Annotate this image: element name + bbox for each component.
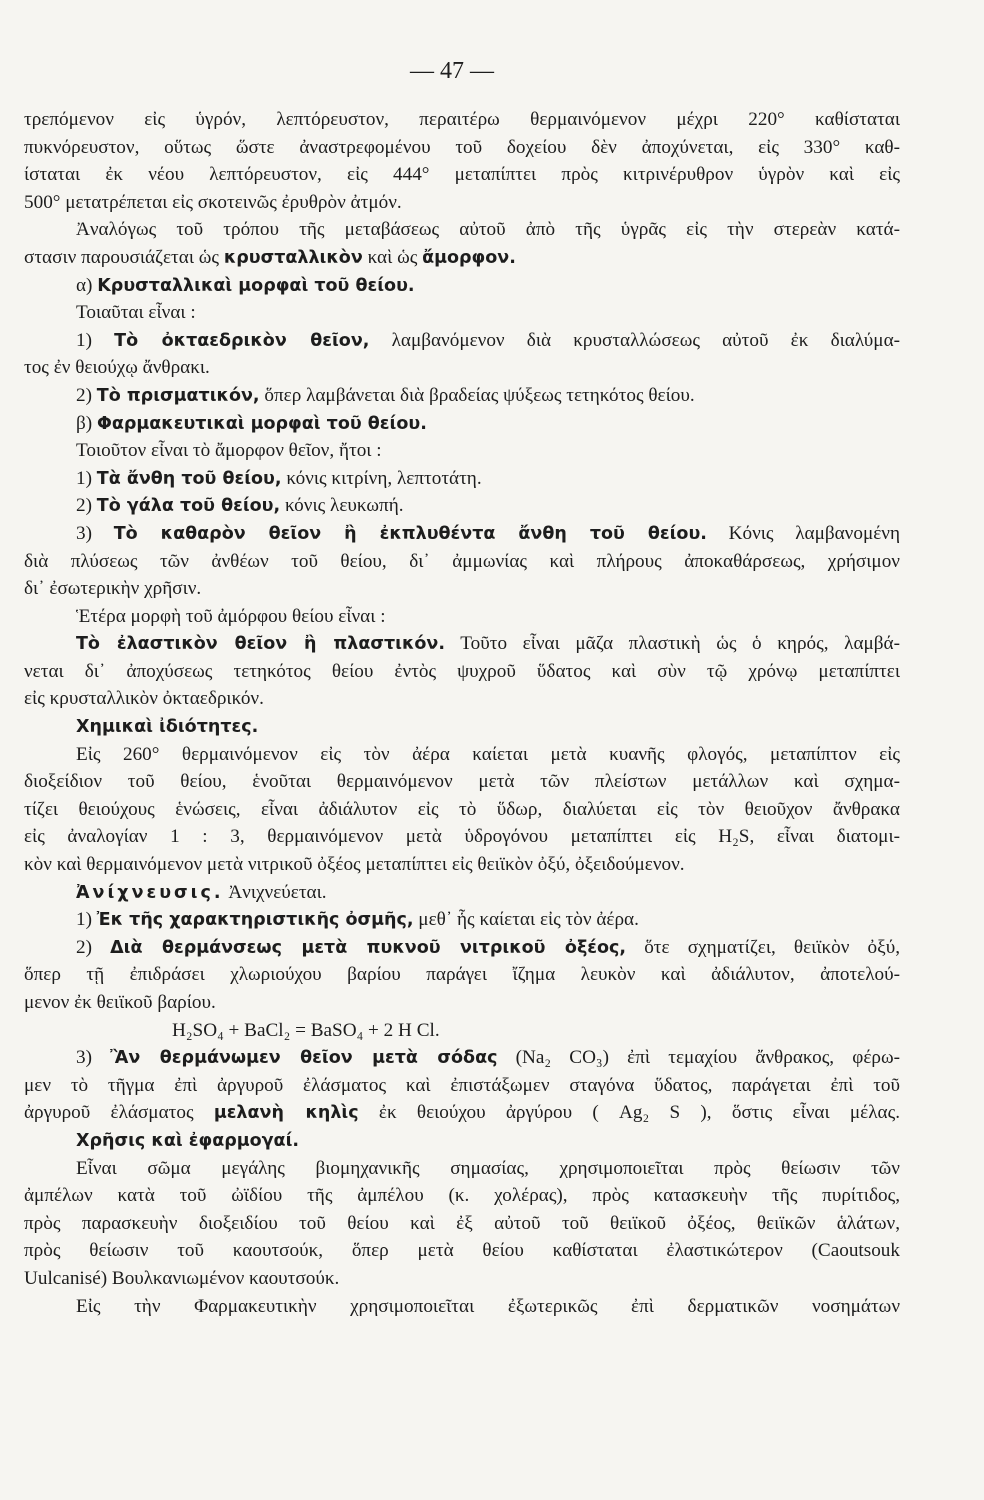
- text-run: Τοῦτο εἶναι μᾶζα πλαστικὴ ὡς ὁ κηρός, λαμβά-: [444, 633, 900, 655]
- text-run: ὅπερ λαμβάνεται διὰ βραδείας ψύξεως τετηκότος θείου.: [259, 384, 695, 406]
- bold-term: Τὸ πρισματικόν,: [96, 385, 260, 406]
- text-line: [24, 1072, 900, 1100]
- text-line: [24, 658, 900, 686]
- section-heading: Φαρμακευτικαὶ μορφαὶ τοῦ θείου.: [96, 413, 427, 434]
- text-line: [24, 1237, 900, 1265]
- text-run: ἐκ θειούχου ἀργύρου ( Ag₂ S ), ὅστις εἶναι μέλας.: [358, 1102, 900, 1124]
- bold-term: κρυσταλλικὸν: [223, 247, 363, 268]
- text-line: [24, 299, 900, 327]
- text-line: [24, 603, 900, 631]
- text-run: Ἀνιχνεύεται.: [223, 881, 327, 903]
- text-line: [24, 382, 900, 410]
- text-line: [24, 492, 900, 520]
- text-line: [24, 134, 900, 162]
- text-line: [24, 465, 900, 493]
- text-run: τος ἐν θειούχῳ ἄνθρακι.: [24, 357, 210, 379]
- text-run: (Na₂ CO₃) ἐπὶ τεμαχίου ἄνθρακος, φέρω-: [497, 1047, 901, 1069]
- text-run: κόνις λευκωπή.: [280, 495, 404, 517]
- section-heading: Ἀνίχνευσις.: [76, 882, 224, 903]
- text-run: Εἰς 260° θερμαινόμενον εἰς τὸν ἀέρα καίεται μετὰ κυανῆς φλογός, μεταπίπτον εἰς: [76, 743, 900, 765]
- bold-term: Ἂν θερμάνωμεν θεῖον μετὰ σόδας: [110, 1048, 498, 1069]
- text-run: Τοιαῦται εἶναι :: [76, 302, 196, 324]
- section-heading: Κρυσταλλικαὶ μορφαὶ τοῦ θείου.: [97, 275, 415, 296]
- bold-term: Ἐκ τῆς χαρακτηριστικῆς ὀσμῆς,: [96, 910, 414, 931]
- text-run: Τοιοῦτον εἶναι τὸ ἄμορφον θεῖον, ἤτοι :: [76, 440, 382, 462]
- text-run: 1): [76, 467, 97, 489]
- text-run: μεν τὸ τῆγμα ἐπὶ ἀργυροῦ ἐλάσματος καὶ ἐπιστάξωμεν σταγόνα ὕδατος, παράγεται ἐπὶ τοῦ: [24, 1074, 900, 1096]
- text-run: 3): [76, 522, 114, 544]
- text-line: [24, 548, 900, 576]
- text-run: 2): [76, 495, 97, 517]
- text-run: 2): [76, 936, 111, 958]
- text-run: β): [76, 412, 97, 434]
- text-line: [24, 851, 900, 879]
- text-line: [24, 354, 900, 382]
- text-run: ἀμπέλων κατὰ τοῦ ὠϊδίου τῆς ἀμπέλου (κ. χολέρας), πρὸς κατασκευὴν τῆς πυρίτιδος,: [24, 1185, 900, 1207]
- bold-term: Τὰ ἄνθη τοῦ θείου,: [96, 468, 282, 489]
- text-run: μενον ἐκ θειϊκοῦ βαρίου.: [24, 992, 216, 1013]
- text-line: [24, 272, 900, 300]
- text-run: διοξείδιον τοῦ θείου, ἑνοῦται θερμαινόμενον μετὰ τῶν πλείστων μετάλλων καὶ σχημα-: [24, 771, 900, 793]
- text-line: [24, 879, 900, 907]
- text-run: τίζει θειούχους ἑνώσεις, εἶναι ἀδιάλυτον εἰς τὸ ὕδωρ, διαλύεται εἰς τὸν θειοῦχον ἄνθρακα: [24, 798, 900, 820]
- text-line: [24, 796, 900, 824]
- text-run: πυκνόρευστον, οὕτως ὥστε ἀναστρεφομένου τοῦ δοχείου δὲν ἀποχύνεται, εἰς 330° καθ-: [24, 136, 900, 158]
- bold-term: Τὸ γάλα τοῦ θείου,: [96, 496, 281, 517]
- text-line: [24, 1210, 900, 1238]
- text-run: 1): [76, 909, 97, 931]
- text-line: [24, 1127, 900, 1155]
- text-line: [24, 630, 900, 658]
- text-run: ὅτε σχηματίζει, θειϊκὸν ὀξύ,: [626, 936, 901, 958]
- text-run: Ἀναλόγως τοῦ τρόπου τῆς μεταβάσεως αὐτοῦ ἀπὸ τῆς ὑγρᾶς εἰς τὴν στερεὰν κατά-: [76, 219, 900, 241]
- bold-term: μελανὴ κηλὶς: [213, 1103, 359, 1124]
- text-run: 3): [76, 1047, 111, 1069]
- text-line: [24, 106, 900, 134]
- text-line: [24, 161, 900, 189]
- text-run: ἀργυροῦ ἐλάσματος: [24, 1102, 214, 1124]
- text-run: 500° μετατρέπεται εἰς σκοτεινῶς ἐρυθρὸν ἀτμόν.: [24, 191, 402, 213]
- text-line: [24, 1265, 900, 1293]
- text-run: στασιν παρουσιάζεται ὡς: [24, 246, 224, 268]
- section-heading: Χημικαὶ ἰδιότητες.: [76, 717, 259, 738]
- text-run: 1): [76, 329, 115, 351]
- text-line: [24, 189, 900, 217]
- section-heading: Χρῆσις καὶ ἐφαρμογαί.: [76, 1130, 300, 1151]
- text-line: [24, 520, 900, 548]
- text-run: λαμβανόμενον διὰ κρυσταλλώσεως αὐτοῦ ἐκ διαλύμα-: [369, 329, 901, 351]
- text-line: [24, 575, 900, 603]
- text-line: [24, 437, 900, 465]
- text-run: εἰς ἀναλογίαν 1 : 3, θερμαινόμενον μετὰ ὑδρογόνου μεταπίπτει εἰς H₂S, εἶναι διατομι-: [24, 826, 900, 848]
- text-line: [24, 1155, 900, 1183]
- bold-term: Τὸ ὀκταεδρικὸν θεῖον,: [114, 330, 370, 351]
- text-line: [24, 713, 900, 741]
- text-run: 2): [76, 384, 97, 406]
- text-run: διὰ πλύσεως τῶν ἀνθέων τοῦ θείου, δι᾿ ἀμμωνίας καὶ πλήρους ἀποκαθάρσεως, χρήσιμον: [24, 550, 900, 572]
- text-run: εἰς κρυσταλλικὸν ὀκταεδρικόν.: [24, 688, 264, 710]
- text-run: πρὸς θείωσιν τοῦ καουτσούκ, ὅπερ μετὰ θείου καθίσταται ἐλαστικώτερον (Caoutsouk: [24, 1240, 900, 1262]
- text-line: [24, 410, 900, 438]
- text-line: [24, 216, 900, 244]
- page-number: — 47 —: [410, 58, 494, 84]
- text-line: [24, 823, 900, 851]
- text-line: [24, 1182, 900, 1210]
- text-line: [24, 1293, 900, 1321]
- bold-term: Τὸ ἐλαστικὸν θεῖον ἢ πλαστικόν.: [76, 634, 445, 655]
- text-run: καὶ ὡς: [362, 246, 423, 268]
- text-line: [24, 934, 900, 962]
- text-run: κόνις κιτρίνη, λεπτοτάτη.: [281, 467, 482, 489]
- text-line: [24, 961, 900, 989]
- text-run: νεται δι᾿ ἀποχύσεως τετηκότος θείου ἐντὸς ψυχροῦ ὕδατος καὶ σὺν τῷ χρόνῳ μεταπίπτει: [24, 660, 900, 682]
- text-run: κὸν καὶ θερμαινόμενον μετὰ νιτρικοῦ ὀξέος μεταπίπτει εἰς θειϊκὸν ὀξύ, ὀξειδούμενον.: [24, 854, 685, 876]
- text-run: Εἰς τὴν Φαρμακευτικὴν χρησιμοποιεῖται ἐξωτερικῶς ἐπὶ δερματικῶν νοσημάτων: [76, 1295, 900, 1317]
- bold-term: ἄμορφον.: [422, 247, 516, 268]
- text-run: ίσταται ἐκ νέου λεπτόρευστον, εἰς 444° μεταπίπτει πρὸς κιτρινέρυθρον ὑγρὸν καὶ εἰς: [24, 164, 900, 186]
- text-run: πρὸς παρασκευὴν διοξειδίου τοῦ θείου καὶ ἐξ αὐτοῦ τοῦ θειϊκοῦ ὀξέος, θειϊκῶν ἁλάτων,: [24, 1212, 900, 1234]
- text-run: Εἶναι σῶμα μεγάλης βιομηχανικῆς σημασίας, χρησιμοποιεῖται πρὸς θείωσιν τῶν: [76, 1157, 900, 1179]
- text-run: δι᾿ ἐσωτερικὴν χρῆσιν.: [24, 578, 202, 600]
- body-text: [24, 106, 900, 1320]
- text-run: ὅπερ τῇ ἐπιδράσει χλωριούχου βαρίου παράγει ἴζημα λευκὸν καὶ ἀδιάλυτον, ἀποτελού-: [24, 964, 900, 986]
- text-run: Uulcanisé) Βουλκανιωμένον καουτσούκ.: [24, 1267, 340, 1289]
- text-line: [24, 327, 900, 355]
- text-run: Ἑτέρα μορφὴ τοῦ ἀμόρφου θείου εἶναι :: [76, 605, 386, 627]
- bold-term: Τὸ καθαρὸν θεῖον ἢ ἐκπλυθέντα ἄνθη τοῦ θείου.: [113, 523, 707, 544]
- text-run: Κόνις λαμβανομένη: [706, 522, 901, 544]
- text-line: [24, 1099, 900, 1127]
- chemical-equation: [24, 1017, 900, 1045]
- text-line: [24, 768, 900, 796]
- text-run: μεθ᾿ ἧς καίεται εἰς τὸν ἀέρα.: [413, 909, 639, 931]
- text-line: [24, 685, 900, 713]
- bold-term: Διὰ θερμάνσεως μετὰ πυκνοῦ νιτρικοῦ ὀξέος,: [110, 937, 627, 958]
- text-run: H₂SO₄ + BaCl₂ = BaSO₄ + 2 H Cl.: [172, 1019, 440, 1041]
- text-line: [24, 741, 900, 769]
- text-run: τρεπόμενον εἰς ὑγρόν, λεπτόρευστον, περαιτέρω θερμαινόμενον μέχρι 220° καθίσταται: [24, 109, 900, 130]
- text-line: [24, 906, 900, 934]
- text-run: α): [76, 274, 98, 296]
- text-line: [24, 1044, 900, 1072]
- text-line: [24, 989, 900, 1017]
- text-line: [24, 244, 900, 272]
